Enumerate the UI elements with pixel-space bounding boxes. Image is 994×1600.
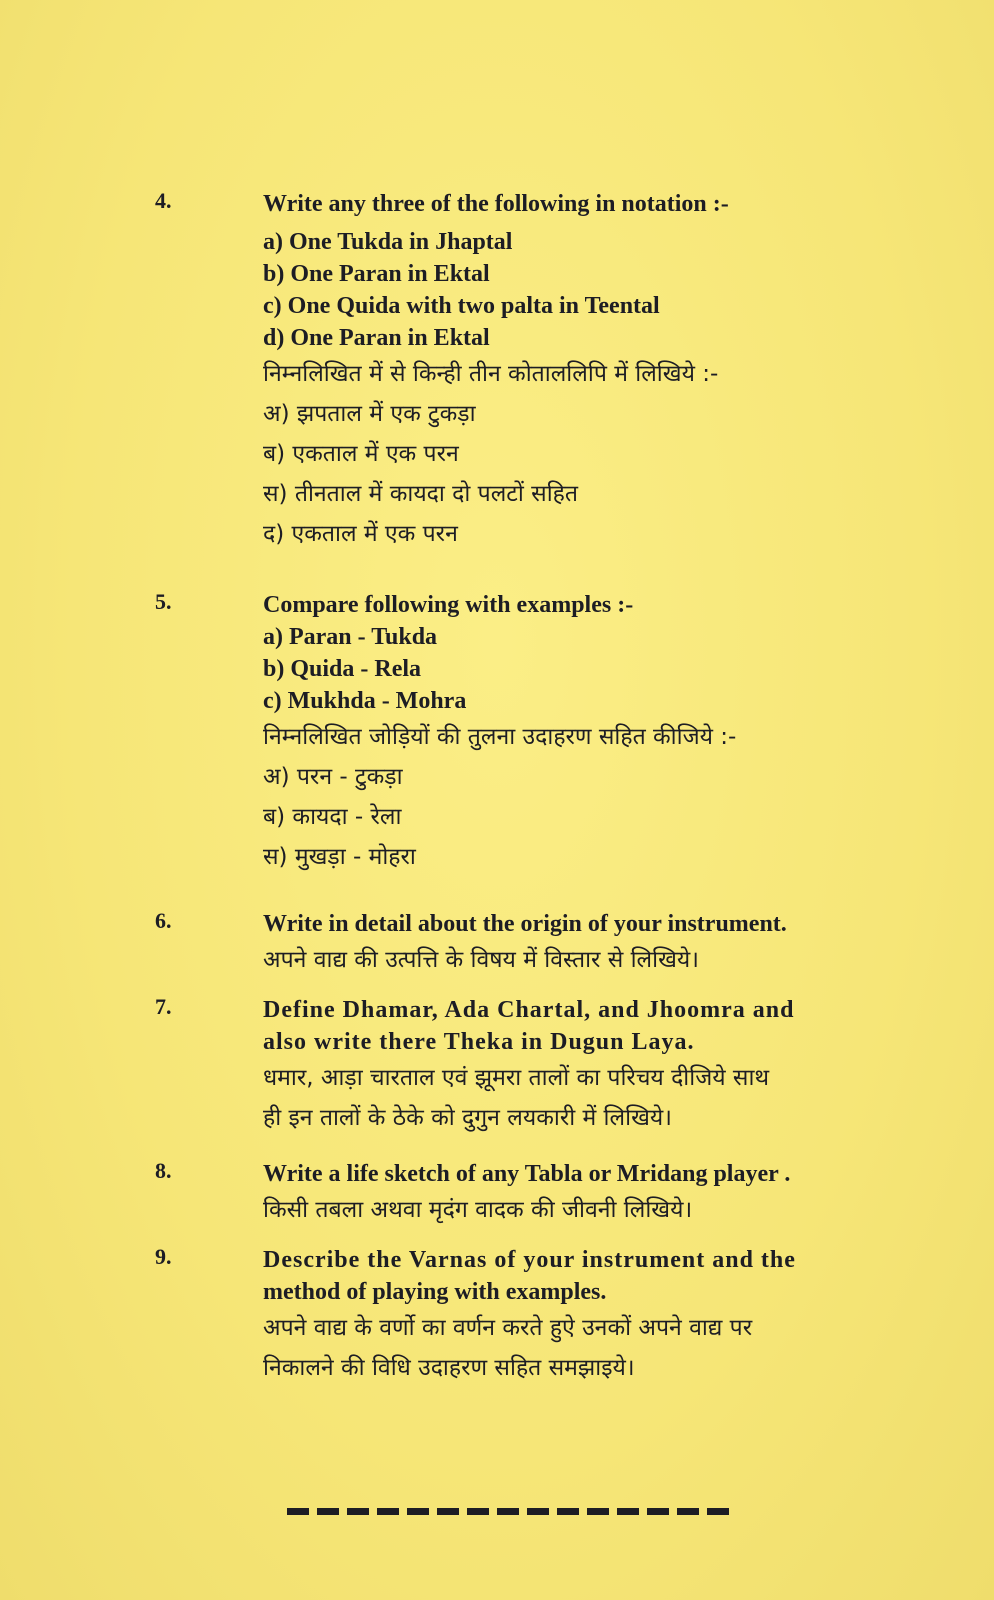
question-number: 7. [155,994,172,1019]
question-text-line-1: Define Dhamar, Ada Chartal, and Jhoomra and [263,997,795,1023]
end-of-paper-divider [287,1508,733,1515]
question-number: 5. [155,589,172,614]
question-body [263,1244,893,1388]
question-body [263,994,893,1138]
option-d: d) One Paran in Ektal [263,325,490,351]
option-c: c) Mukhda - Mohra [263,688,467,714]
question-number: 8. [155,1158,172,1183]
question-text: Write in detail about the origin of your instrument. [263,911,787,937]
question-text-hindi-line-1: धमार, आड़ा चारताल एवं झूमरा तालों का परिचय दीजिये साथ [263,1065,770,1091]
option-b-hindi: ब) कायदा - रेला [263,804,402,830]
question-number: 6. [155,908,172,933]
question-text-hindi: अपने वाद्य की उत्पत्ति के विषय में विस्तार से लिखिये। [263,947,699,973]
question-text-hindi: किसी तबला अथवा मृदंग वादक की जीवनी लिखिये। [263,1197,693,1223]
question-text: Write any three of the following in notation :- [263,191,729,217]
option-d-hindi: द) एकताल में एक परन [263,521,458,547]
question-text-hindi-line-2: निकालने की विधि उदाहरण सहित समझाइये। [263,1355,635,1381]
option-b: b) Quida - Rela [263,656,422,682]
question-number: 4. [155,188,172,213]
question-text-line-2: also write there Theka in Dugun Laya. [263,1029,695,1055]
option-c: c) One Quida with two palta in Teental [263,293,660,319]
question-text: Compare following with examples :- [263,592,634,618]
question-text: Write a life sketch of any Tabla or Mridang player . [263,1161,791,1187]
question-body [263,188,893,554]
option-c-hindi: स) तीनताल में कायदा दो पलटों सहित [263,481,578,507]
question-text-line-2: method of playing with examples. [263,1279,607,1305]
question-text-hindi: निम्नलिखित जोड़ियों की तुलना उदाहरण सहित कीजिये :- [263,724,737,750]
option-a-hindi: अ) परन - टुकड़ा [263,764,403,790]
question-number: 9. [155,1244,172,1269]
question-body [263,1158,893,1230]
option-a-hindi: अ) झपताल में एक टुकड़ा [263,401,476,427]
question-text-line-1: Describe the Varnas of your instrument and the [263,1247,796,1273]
question-text-hindi-line-2: ही इन तालों के ठेके को दुगुन लयकारी में लिखिये। [263,1105,672,1131]
question-text-hindi-line-1: अपने वाद्य के वर्णो का वर्णन करते हुऐ उनकों अपने वाद्य पर [263,1315,753,1341]
option-c-hindi: स) मुखड़ा - मोहरा [263,844,416,870]
option-a: a) Paran - Tukda [263,624,438,650]
option-b: b) One Paran in Ektal [263,261,490,287]
question-text-hindi: निम्नलिखित में से किन्ही तीन कोताललिपि में लिखिये :- [263,361,719,387]
question-body [263,908,893,980]
option-a: a) One Tukda in Jhaptal [263,229,513,255]
option-b-hindi: ब) एकताल में एक परन [263,441,459,467]
question-body [263,589,893,877]
